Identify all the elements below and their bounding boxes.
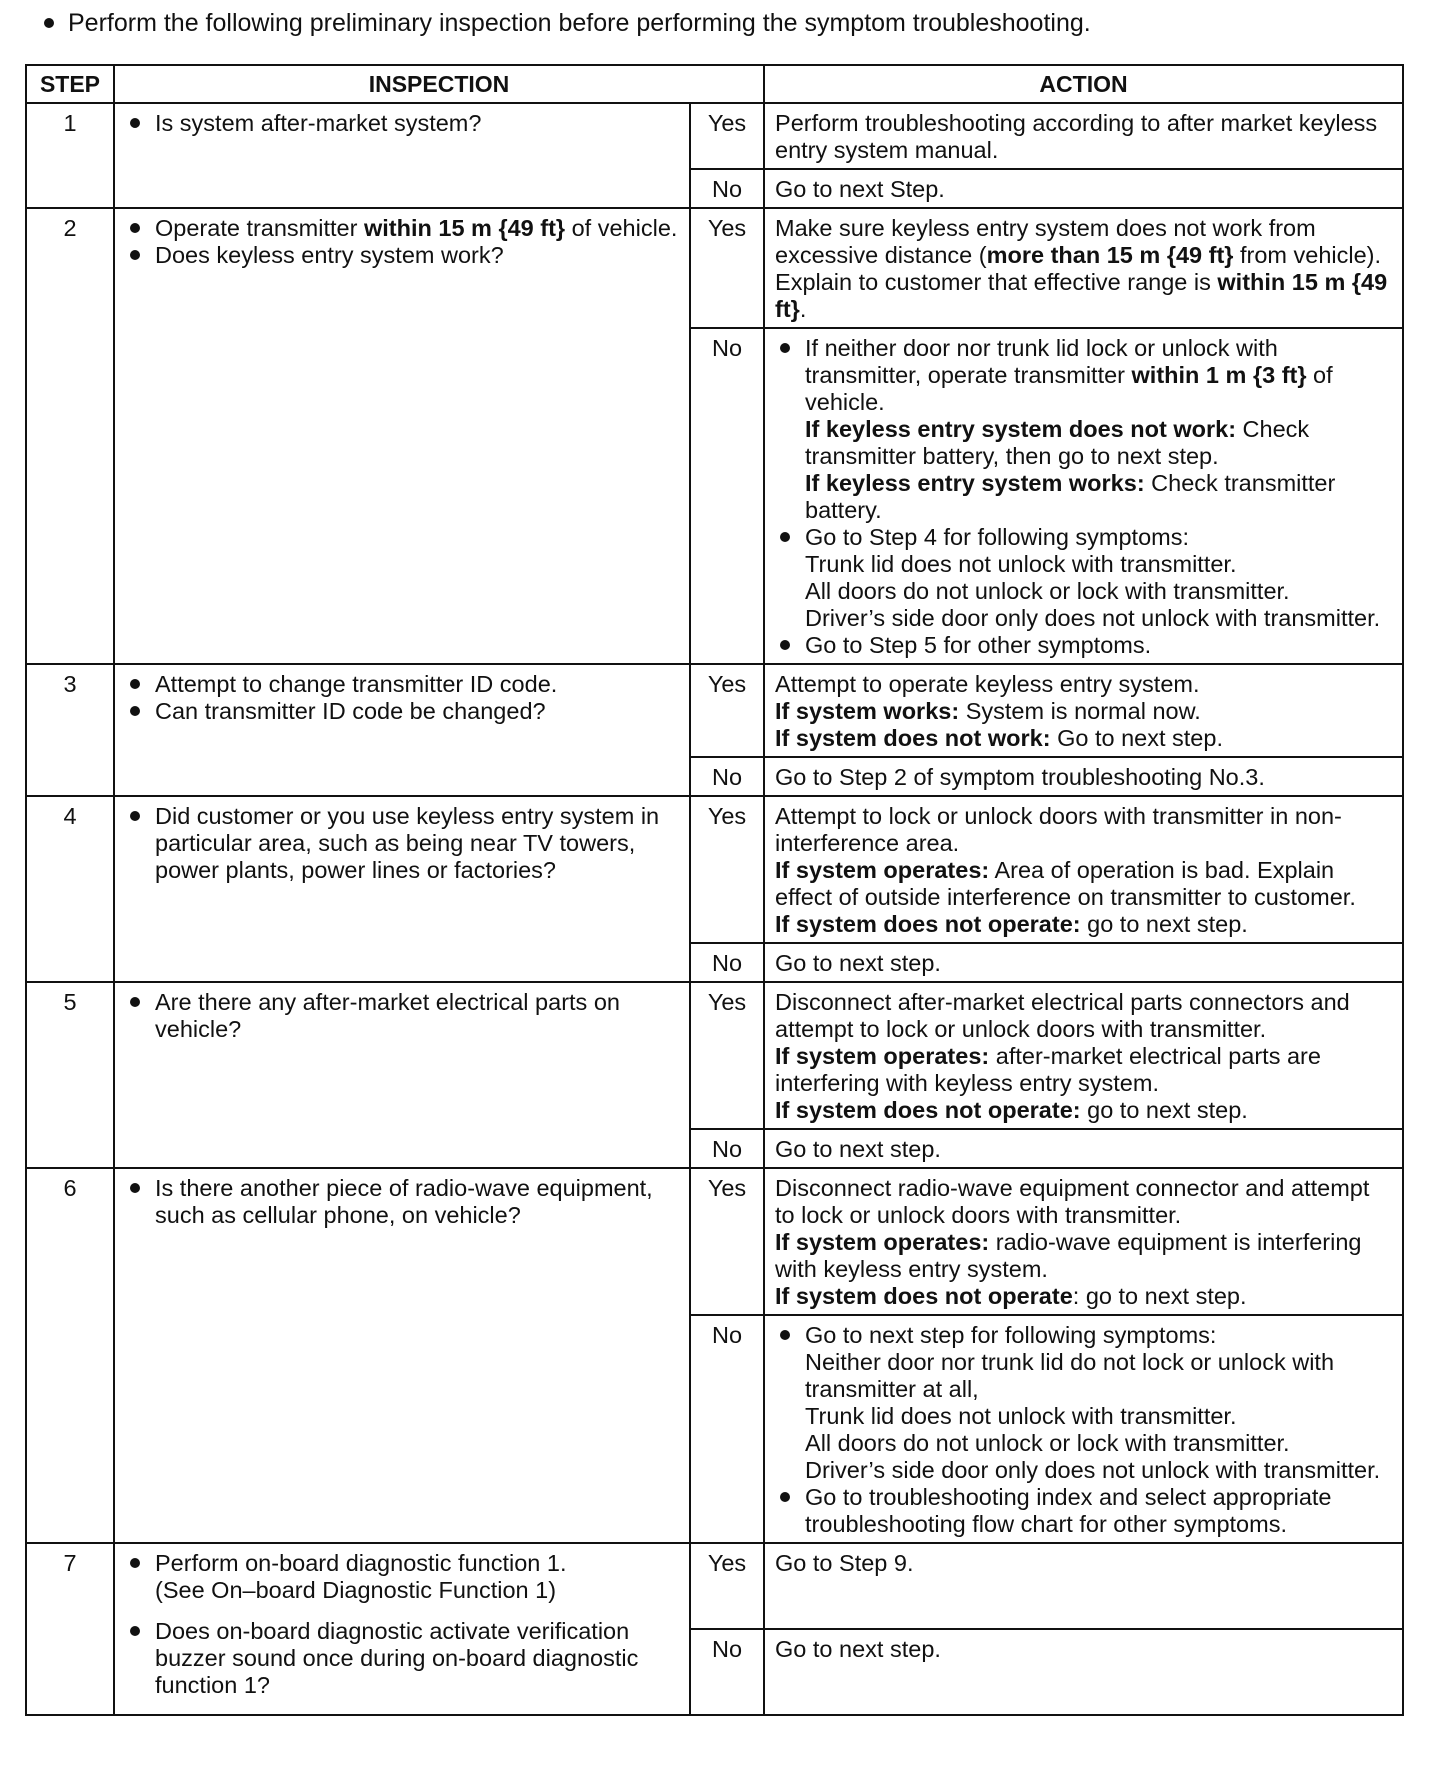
yes-label: Yes — [690, 982, 764, 1129]
yes-label: Yes — [690, 664, 764, 757]
yes-label: Yes — [690, 1543, 764, 1629]
action-bullet: If neither door nor trunk lid lock or unlock with transmitter, operate transmitter within 1 m {3 ft} of vehicle. If keyless entry system does not work: Check transmitter battery, then go to next step. If keyless entry system works: Check transmitter battery. — [775, 335, 1392, 524]
inspection-item: Operate transmitter within 15 m {49 ft} of vehicle. — [125, 215, 679, 242]
inspection-item: Is there another piece of radio-wave equipment, such as cellular phone, on vehicle? — [125, 1175, 679, 1229]
action-no: Go to Step 2 of symptom troubleshooting No.3. — [764, 757, 1403, 796]
inspection-cell — [114, 982, 690, 1168]
intro-text: Perform the following preliminary inspection before performing the symptom troubleshooting. — [68, 9, 1091, 37]
bullet-icon — [44, 18, 54, 28]
inspection-cell — [114, 103, 690, 208]
no-label: No — [690, 1629, 764, 1715]
inspection-cell — [114, 796, 690, 982]
action-no: Go to next step. — [764, 1629, 1403, 1715]
action-no: Go to next step. — [764, 943, 1403, 982]
action-no: Go to next step. — [764, 1129, 1403, 1168]
action-no — [764, 328, 1403, 664]
inspection-cell — [114, 664, 690, 796]
step-number: 5 — [26, 982, 114, 1168]
inspection-item: Are there any after-market electrical parts on vehicle? — [125, 989, 679, 1043]
action-bullet: Go to next step for following symptoms: Neither door nor trunk lid do not lock or unlock with transmitter at all, Trunk lid does not unlock with transmitter. All doors do not unlock or lock with transmitter. Driver’s side door only does not unlock with transmitter. — [775, 1322, 1392, 1484]
header-step: STEP — [26, 65, 114, 103]
table-row — [26, 982, 1403, 1129]
table-header-row — [26, 65, 1403, 103]
header-inspection: INSPECTION — [114, 65, 764, 103]
action-no — [764, 1315, 1403, 1543]
action-yes: Attempt to lock or unlock doors with transmitter in non-interference area. If system operates: Area of operation is bad. Explain effect of outside interference on transmitter to customer. If system does not operate: go to next step. — [764, 796, 1403, 943]
inspection-table — [25, 64, 1404, 1716]
yes-label: Yes — [690, 208, 764, 328]
inspection-item: Can transmitter ID code be changed? — [125, 698, 679, 725]
action-yes: Disconnect radio-wave equipment connector and attempt to lock or unlock doors with transmitter. If system operates: radio-wave equipment is interfering with keyless entry system. If system does not operate: go to next step. — [764, 1168, 1403, 1315]
inspection-cell — [114, 208, 690, 664]
table-row — [26, 208, 1403, 328]
no-label: No — [690, 943, 764, 982]
step-number: 3 — [26, 664, 114, 796]
action-yes: Attempt to operate keyless entry system. If system works: System is normal now. If system does not work: Go to next step. — [764, 664, 1403, 757]
table-row — [26, 1543, 1403, 1629]
yes-label: Yes — [690, 1168, 764, 1315]
yes-label: Yes — [690, 796, 764, 943]
table-row — [26, 664, 1403, 757]
inspection-item: Does on-board diagnostic activate verification buzzer sound once during on-board diagnostic function 1? — [125, 1618, 679, 1699]
intro-note — [40, 8, 1091, 38]
header-action: ACTION — [764, 65, 1403, 103]
step-number: 2 — [26, 208, 114, 664]
inspection-item: Perform on-board diagnostic function 1. (See On–board Diagnostic Function 1) — [125, 1550, 679, 1604]
table-row — [26, 796, 1403, 943]
step-number: 7 — [26, 1543, 114, 1715]
action-bullet: Go to troubleshooting index and select appropriate troubleshooting flow chart for other symptoms. — [775, 1484, 1392, 1538]
no-label: No — [690, 169, 764, 208]
inspection-item: Attempt to change transmitter ID code. — [125, 671, 679, 698]
no-label: No — [690, 328, 764, 664]
action-no: Go to next Step. — [764, 169, 1403, 208]
yes-label: Yes — [690, 103, 764, 169]
action-yes: Make sure keyless entry system does not work from excessive distance (more than 15 m {49 ft} from vehicle). Explain to customer that effective range is within 15 m {49 ft}. — [764, 208, 1403, 328]
step-number: 4 — [26, 796, 114, 982]
action-bullet: Go to Step 4 for following symptoms: Trunk lid does not unlock with transmitter. All doors do not unlock or lock with transmitter. Driver’s side door only does not unlock with transmitter. — [775, 524, 1392, 632]
inspection-cell — [114, 1168, 690, 1543]
inspection-cell — [114, 1543, 690, 1715]
inspection-item: Is system after-market system? — [125, 110, 679, 137]
no-label: No — [690, 757, 764, 796]
action-yes: Perform troubleshooting according to after market keyless entry system manual. — [764, 103, 1403, 169]
table-row — [26, 1168, 1403, 1315]
step-number: 6 — [26, 1168, 114, 1543]
action-yes: Go to Step 9. — [764, 1543, 1403, 1629]
inspection-item: Does keyless entry system work? — [125, 242, 679, 269]
no-label: No — [690, 1129, 764, 1168]
action-bullet: Go to Step 5 for other symptoms. — [775, 632, 1392, 659]
inspection-item: Did customer or you use keyless entry system in particular area, such as being near TV towers, power plants, power lines or factories? — [125, 803, 679, 884]
no-label: No — [690, 1315, 764, 1543]
table-row — [26, 103, 1403, 169]
action-yes: Disconnect after-market electrical parts connectors and attempt to lock or unlock doors with transmitter. If system operates: after-market electrical parts are interfering with keyless entry system. If system does not operate: go to next step. — [764, 982, 1403, 1129]
step-number: 1 — [26, 103, 114, 208]
